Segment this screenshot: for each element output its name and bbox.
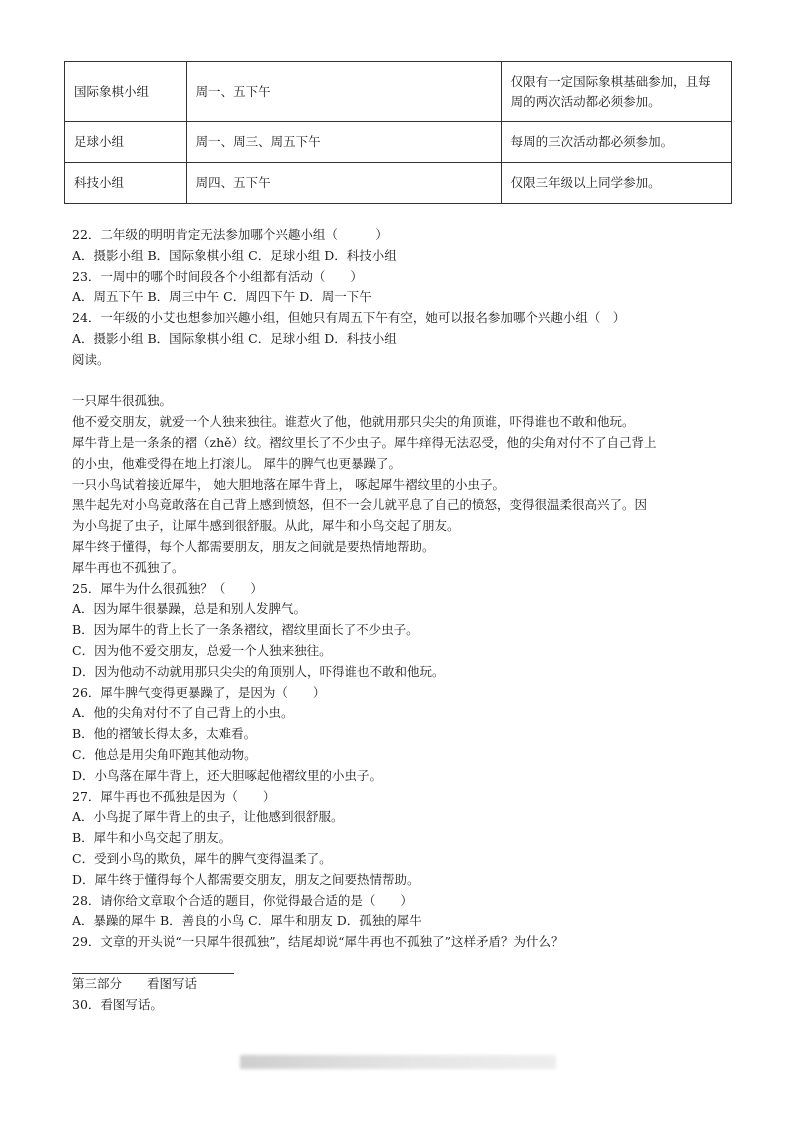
options-24: A．摄影小组 B．国际象棋小组 C．足球小组 D．科技小组: [72, 330, 397, 346]
group-note: 仅限有一定国际象棋基础参加，且每周的两次活动都必须参加。: [501, 62, 731, 122]
passage-line: 犀牛背上是一条条的褶（zhě）纹。褶纹里长了不少虫子。犀牛痒得无法忍受，他的尖角对付不了自己背上: [72, 434, 657, 450]
option-25-d: D．因为他动不动就用那只尖尖的角顶别人，吓得谁也不敢和他玩。: [72, 663, 445, 679]
option-27-a: A．小鸟捉了犀牛背上的虫子，让他感到很舒服。: [72, 809, 344, 825]
question-22: 22．二年级的明明肯定无法参加哪个兴趣小组（ ）: [72, 227, 388, 242]
passage-line: 犀牛终于懂得，每个人都需要朋友，朋友之间就是要热情地帮助。: [72, 538, 435, 554]
options-22: A．摄影小组 B．国际象棋小组 C．足球小组 D．科技小组: [72, 247, 397, 263]
question-30: 30．看图写话。: [72, 996, 163, 1012]
table-row: [65, 163, 732, 204]
part3-heading: 第三部分 看图写话: [72, 975, 198, 991]
passage-line: 犀牛再也不孤独了。: [72, 559, 185, 575]
blurred-watermark: [240, 1055, 556, 1069]
group-note: 仅限三年级以上同学参加。: [501, 163, 731, 204]
question-25: 25．犀牛为什么很孤独？（ ）: [72, 580, 263, 596]
reading-label: 阅读。: [72, 351, 110, 367]
group-time: 周一、周三、周五下午: [186, 122, 501, 163]
question-28: 28．请你给文章取个合适的题目，你觉得最合适的是（ ）: [72, 892, 413, 908]
passage-line: 一只小鸟试着接近犀牛， 她大胆地落在犀牛背上， 啄起犀牛褶纹里的小虫子。: [72, 476, 505, 492]
question-27: 27．犀牛再也不孤独是因为（ ）: [72, 788, 276, 804]
table-row: [65, 122, 732, 163]
question-23: 23．一周中的哪个时间段各个小组都有活动（ ）: [72, 268, 363, 284]
option-25-a: A．因为犀牛很暴躁，总是和别人发脾气。: [72, 601, 307, 617]
passage-line: 他不爱交朋友，就爱一个人独来独往。谁惹火了他，他就用那只尖尖的角顶谁，吓得谁也不敢和他玩。: [72, 414, 635, 430]
interest-group-table: [64, 61, 732, 204]
option-25-b: B．因为犀牛的背上长了一条条褶纹，褶纹里面长了不少虫子。: [72, 622, 419, 638]
question-29: 29．文章的开头说“一只犀牛很孤独”，结尾却说“犀牛再也不孤独了”这样矛盾？为什么？: [72, 934, 564, 950]
group-note: 每周的三次活动都必须参加。: [501, 122, 731, 163]
option-27-d: D．犀牛终于懂得每个人都需要交朋友，朋友之间要热情帮助。: [72, 871, 420, 887]
option-25-c: C．因为他不爱交朋友，总爱一个人独来独往。: [72, 642, 332, 658]
group-name: 足球小组: [65, 122, 187, 163]
question-26: 26．犀牛脾气变得更暴躁了，是因为（ ）: [72, 684, 326, 700]
question-24: 24．一年级的小艾也想参加兴趣小组，但她只有周五下午有空，她可以报名参加哪个兴趣小组（ ）: [72, 310, 626, 326]
options-23: A．周五下午 B．周三中午 C．周四下午 D．周一下午: [72, 289, 372, 305]
spacer: [72, 371, 732, 392]
question-content: [72, 225, 732, 1015]
group-time: 周四、五下午: [186, 163, 501, 204]
group-name: 国际象棋小组: [65, 62, 187, 122]
option-27-c: C．受到小鸟的欺负，犀牛的脾气变得温柔了。: [72, 850, 332, 866]
group-name: 科技小组: [65, 163, 187, 204]
options-28: A．暴躁的犀牛 B．善良的小鸟 C．犀牛和朋友 D．孤独的犀牛: [72, 913, 422, 929]
table-row: [65, 62, 732, 122]
passage-line: 黑牛起先对小鸟竟敢落在自己背上感到愤怒，但不一会儿就平息了自己的愤怒，变得很温柔很高兴了。因: [72, 497, 648, 513]
option-27-b: B．犀牛和小鸟交起了朋友。: [72, 830, 232, 846]
option-26-a: A．他的尖角对付不了自己背上的小虫。: [72, 705, 294, 721]
answer-line: [72, 953, 234, 974]
passage-line: 的小虫，他难受得在地上打滚儿。 犀牛的脾气也更暴躁了。: [72, 455, 401, 471]
group-time: 周一、五下午: [186, 62, 501, 122]
passage-line: 为小鸟捉了虫子，让犀牛感到很舒服。从此，犀牛和小鸟交起了朋友。: [72, 518, 460, 534]
option-26-b: B．他的褶皱长得太多，太难看。: [72, 726, 257, 742]
option-26-d: D．小鸟落在犀牛背上，还大胆啄起他褶纹里的小虫子。: [72, 767, 383, 783]
passage-line: 一只犀牛很孤独。: [72, 393, 173, 409]
option-26-c: C．他总是用尖角吓跑其他动物。: [72, 746, 257, 762]
